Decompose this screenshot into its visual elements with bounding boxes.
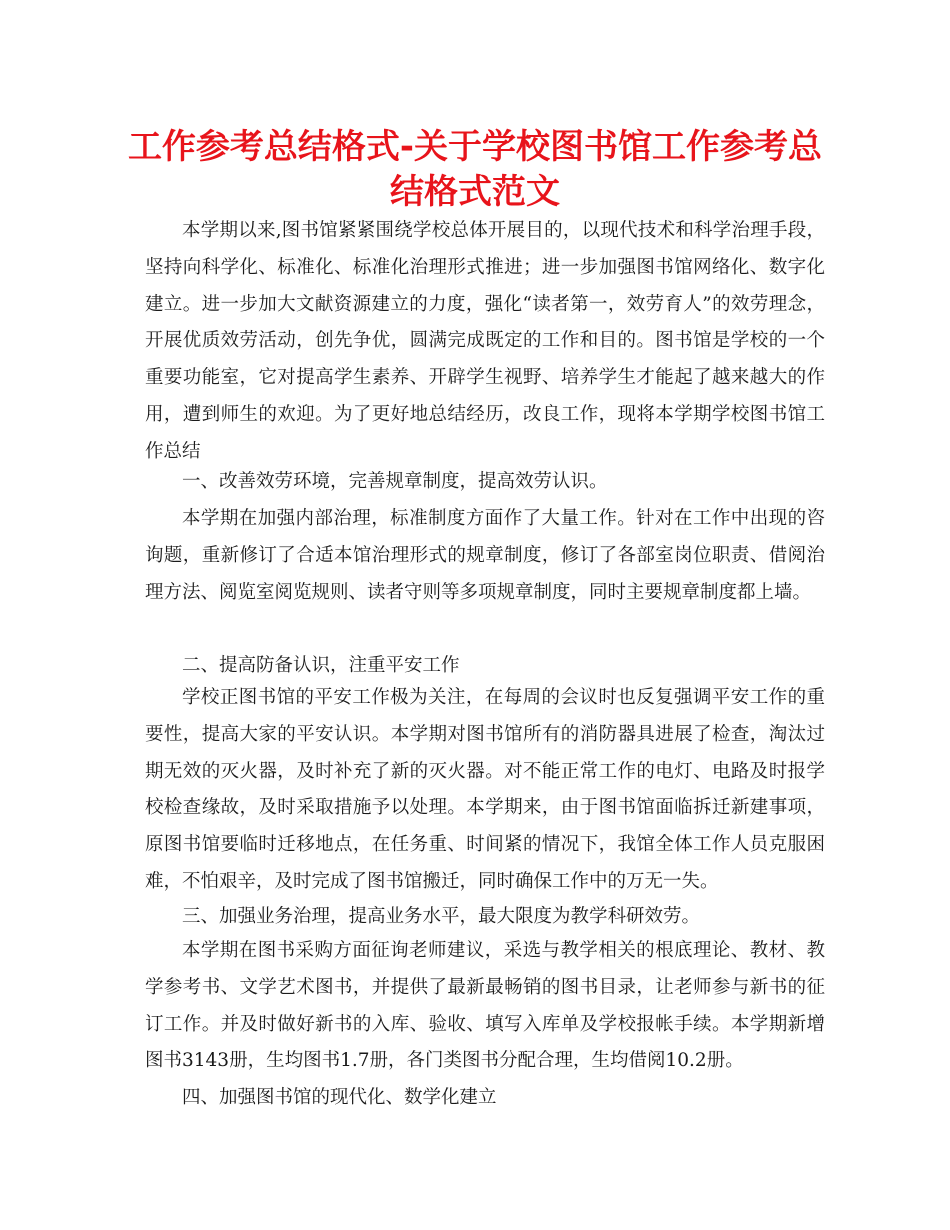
paragraph-intro: 本学期以来,图书馆紧紧围绕学校总体开展目的，以现代技术和科学治理手段，坚持向科学化、标准化、标准化治理形式推进；进一步加强图书馆网络化、数字化建立。进一步加大文献资源建立的力度，强化“读者第一，效劳育人”的效劳理念，开展优质效劳活动，创先争优，圆满完成既定的工作和目的。图书馆是学校的一个重要功能室，它对提高学生素养、开辟学生视野、培养学生才能起了越来越大的作用，遭到师生的欢迎。为了更好地总结经历，改良工作，现将本学期学校图书馆工作总结	[145, 220, 825, 462]
section-heading-1: 一、改善效劳环境，完善规章制度，提高效劳认识。	[182, 471, 608, 492]
paragraph-section-3: 本学期在图书采购方面征询老师建议，采选与教学相关的根底理论、教材、教学参考书、文学艺术图书，并提供了最新最畅销的图书目录，让老师参与新书的征订工作。并及时做好新书的入库、验收、填写入库单及学校报帐手续。本学期新增图书3143册，生均图书1.7册，各门类图书分配合理，生均借阅10.2册。	[145, 940, 825, 1072]
document-title-line1: 工作参考总结格式-关于学校图书馆工作参考总	[127, 127, 823, 167]
paragraph-section-1: 本学期在加强内部治理，标准制度方面作了大量工作。针对在工作中出现的咨询题，重新修订了合适本馆治理形式的规章制度，修订了各部室岗位职责、借阅治理方法、阅览室阅览规则、读者守则等多项规章制度，同时主要规章制度都上墙。	[145, 508, 825, 603]
section-heading-3: 三、加强业务治理，提高业务水平，最大限度为教学科研效劳。	[182, 906, 701, 927]
section-heading-2: 二、提高防备认识，注重平安工作	[182, 655, 460, 676]
document-title-line2: 结格式范文	[390, 172, 560, 212]
paragraph-section-2: 学校正图书馆的平安工作极为关注，在每周的会议时也反复强调平安工作的重要性，提高大家的平安认识。本学期对图书馆所有的消防器具进展了检查，淘汰过期无效的灭火器，及时补充了新的灭火器。对不能正常工作的电灯、电路及时报学校检查缘故，及时采取措施予以处理。本学期来，由于图书馆面临拆迁新建事项，原图书馆要临时迁移地点，在任务重、时间紧的情况下，我馆全体工作人员克服困难，不怕艰辛，及时完成了图书馆搬迁，同时确保工作中的万无一失。	[145, 687, 825, 892]
section-heading-4: 四、加强图书馆的现代化、数学化建立	[182, 1087, 497, 1108]
